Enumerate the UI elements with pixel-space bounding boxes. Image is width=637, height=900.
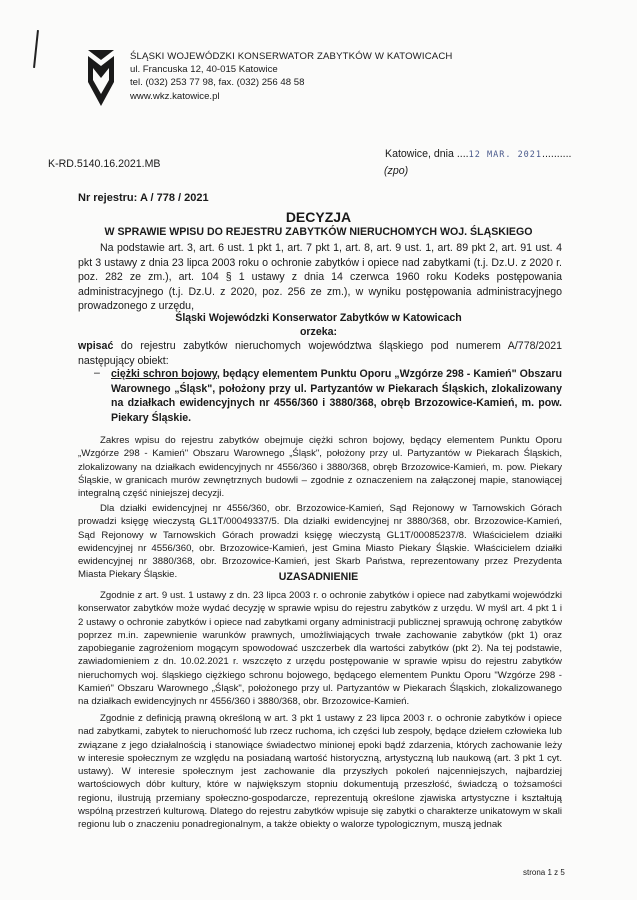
institution-website: www.wkz.katowice.pl — [130, 90, 220, 102]
coat-of-arms-logo-icon — [88, 50, 114, 106]
justification-heading: UZASADNIENIE — [278, 571, 359, 583]
institution-name: ŚLĄSKI WOJEWÓDZKI KONSERWATOR ZABYTKÓW W KATOWICACH — [130, 51, 453, 62]
decision-lead: wpisać — [78, 340, 114, 352]
justification-text-1: Zgodnie z art. 9 ust. 1 ustawy z dn. 23 lipca 2003 r. o ochronie zabytków i opiece nad zabytkami wojewódzki konserwator zabytków może wydać decyzję w sprawie wpisu do rejestru zabytków z urzędu. W myśl art. 4 pkt 1 i 2 ustawy o ochronie zabytków i opiece nad zabytkami organy administracji publicznej sprawują ochronę zabytków poprzez m.in. zapewnienie warunków prawnych, umożliwiających trwałe zachowanie zabytków (pkt 1) oraz zapobieganie zagrożeniom mogącym spowodować uszczerbek dla wartości zabytków (pkt 2). Na tej podstawie, zawiadomieniem z dn. 10.02.2021 r. wszczęto z urzędu postępowanie w sprawie wpisu do rejestru zabytków nieruchomych woj. śląskiego ciężkiego schronu bojowego, będącego elementem Punktu Oporu "Wzgórze 298 - Kamień" Obszaru Warownego „Śląsk", położonego przy ul. Partyzantów w Piekarach Śląskich, zlokalizowanego na działkach ewidencyjnych nr 4556/360 i 3880/368, obr. Brzozowice-Kamień. — [78, 590, 562, 708]
decision-rest: do rejestru zabytków nieruchomych województwa śląskiego pod numerem A/778/2021 następujący obiekt: — [78, 340, 562, 367]
letterhead — [130, 50, 453, 103]
document-title: DECYZJA — [285, 209, 352, 225]
date-suffix: .......... — [542, 148, 572, 160]
page-number: strona 1 z 5 — [523, 868, 565, 877]
zpo-note: (zpo) — [384, 165, 409, 177]
place-prefix: Katowice, dnia .... — [385, 148, 469, 160]
registry-number: Nr rejestru: A / 778 / 2021 — [78, 192, 209, 204]
orders-heading: orzeka: — [299, 326, 338, 338]
object-description — [111, 367, 562, 425]
date-stamp: 12 MAR. 2021 — [468, 150, 543, 160]
margin-pen-mark — [33, 30, 39, 68]
legal-basis-text: Na podstawie art. 3, art. 6 ust. 1 pkt 1, art. 7 pkt 1, art. 8, art. 9 ust. 1, art. 89 pkt 2, art. 91 ust. 4 pkt 3 ustawy z dnia 23 lipca 2003 roku o ochronie zabytków i opiece nad zabytkami (t.j. Dz.U. z 2020 r. poz. 282 ze zm.), art. 104 § 1 ustawy z dnia 14 czerwca 1960 roku Kodeks postępowania administracyjnego (t.j. Dz.U. z 2020, poz. 256 ze zm.), w wyniku postępowania administracyjnego prowadzonego z urzędu, — [78, 242, 562, 312]
justification-paragraph-1 — [78, 589, 562, 709]
ownership-paragraph — [78, 502, 562, 582]
legal-basis-paragraph — [78, 241, 562, 314]
document-subtitle: W SPRAWIE WPISU DO REJESTRU ZABYTKÓW NIERUCHOMYCH WOJ. ŚLĄSKIEGO — [104, 226, 533, 238]
authority-name: Śląski Wojewódzki Konserwator Zabytków w Katowicach — [175, 312, 462, 324]
institution-address: ul. Francuska 12, 40-015 Katowice — [130, 64, 278, 76]
scope-text: Zakres wpisu do rejestru zabytków obejmuje ciężki schron bojowy, będący elementem Punktu Oporu „Wzgórze 298 - Kamień" Obszaru Warownego „Śląsk", położony przy ul. Partyzantów w Piekarach Śląskich, zlokalizowany na działkach ewidencyjnych nr 4556/360 i 3880/368, obręb Brzozowice-Kamień, m. pow. Piekary Śląskie, w granicach murów zewnętrznych budowli – zgodnie z oznaczeniem na załączonej mapie, stanowiącej integralną część niniejszej decyzji. — [78, 435, 562, 500]
object-name: ciężki schron bojowy — [111, 368, 217, 380]
justification-text-2: Zgodnie z definicją prawną określoną w art. 3 pkt 1 ustawy z 23 lipca 2003 r. o ochronie zabytków i opiece nad zabytkami, zabytek to nieruchomość lub rzecz ruchoma, ich części lub zespoły, będące dziełem człowieka lub związane z jego działalnością i stanowiące świadectwo minionej epoki bądź zdarzenia, których zachowanie leży w interesie społecznym ze względu na posiadaną wartość historyczną, artystyczną lub naukową (art. 3 pkt 1 cyt. ustawy). W interesie społecznym jest zachowanie dla przyszłych pokoleń najcenniejszych, najbardziej wartościowych dóbr kultury, które w największym stopniu dokumentują przeszłość, świadczą o tożsamości regionu, ilustrują przemiany społeczno-gospodarcze, reprezentują określone zjawiska artystyczne i kształtują wspólną przestrzeń kulturową. Dlatego do rejestru zabytków wpisuje się zabytki o charakterze unikatowym w skali regionu lub o znaczeniu ponadregionalnym, a także obiekty o walorze typologicznym, muszą jednak — [78, 713, 562, 831]
decision-paragraph — [78, 339, 562, 368]
object-bullet: – — [94, 367, 100, 379]
institution-phone: tel. (032) 253 77 98, fax. (032) 256 48 58 — [130, 77, 305, 89]
scope-paragraph — [78, 434, 562, 500]
place-date-line — [385, 147, 571, 162]
justification-paragraph-2 — [78, 712, 562, 832]
object-details: , będący elementem Punktu Oporu „Wzgórze 298 - Kamień" Obszaru Warownego „Śląsk", położony przy ul. Partyzantów w Piekarach Śląskich, zlokalizowany na działkach ewidencyjnych nr 4556/360 i 3880/368, obręb Brzozowice-Kamień, m. pow. Piekary Śląskie. — [111, 368, 562, 424]
case-reference: K-RD.5140.16.2021.MB — [48, 158, 161, 170]
ownership-text: Dla działki ewidencyjnej nr 4556/360, obr. Brzozowice-Kamień, Sąd Rejonowy w Tarnowskich Górach prowadzi księgę wieczystą GL1T/00049337/5. Dla działki ewidencyjnej nr 3880/368, obr. Brzozowice-Kamień, Sąd Rejonowy w Tarnowskich Górach prowadzi księgę wieczystą GL1T/00085237/8. Właścicielem działki ewidencyjnej nr 4556/360, obr. Brzozowice-Kamień, jest Gmina Miasto Piekary Śląskie. Właścicielem działki ewidencyjnej nr 3880/368, obr. Brzozowice-Kamień, jest Skarb Państwa, reprezentowany przez Prezydenta Miasta Piekary Śląskie. — [78, 503, 562, 581]
